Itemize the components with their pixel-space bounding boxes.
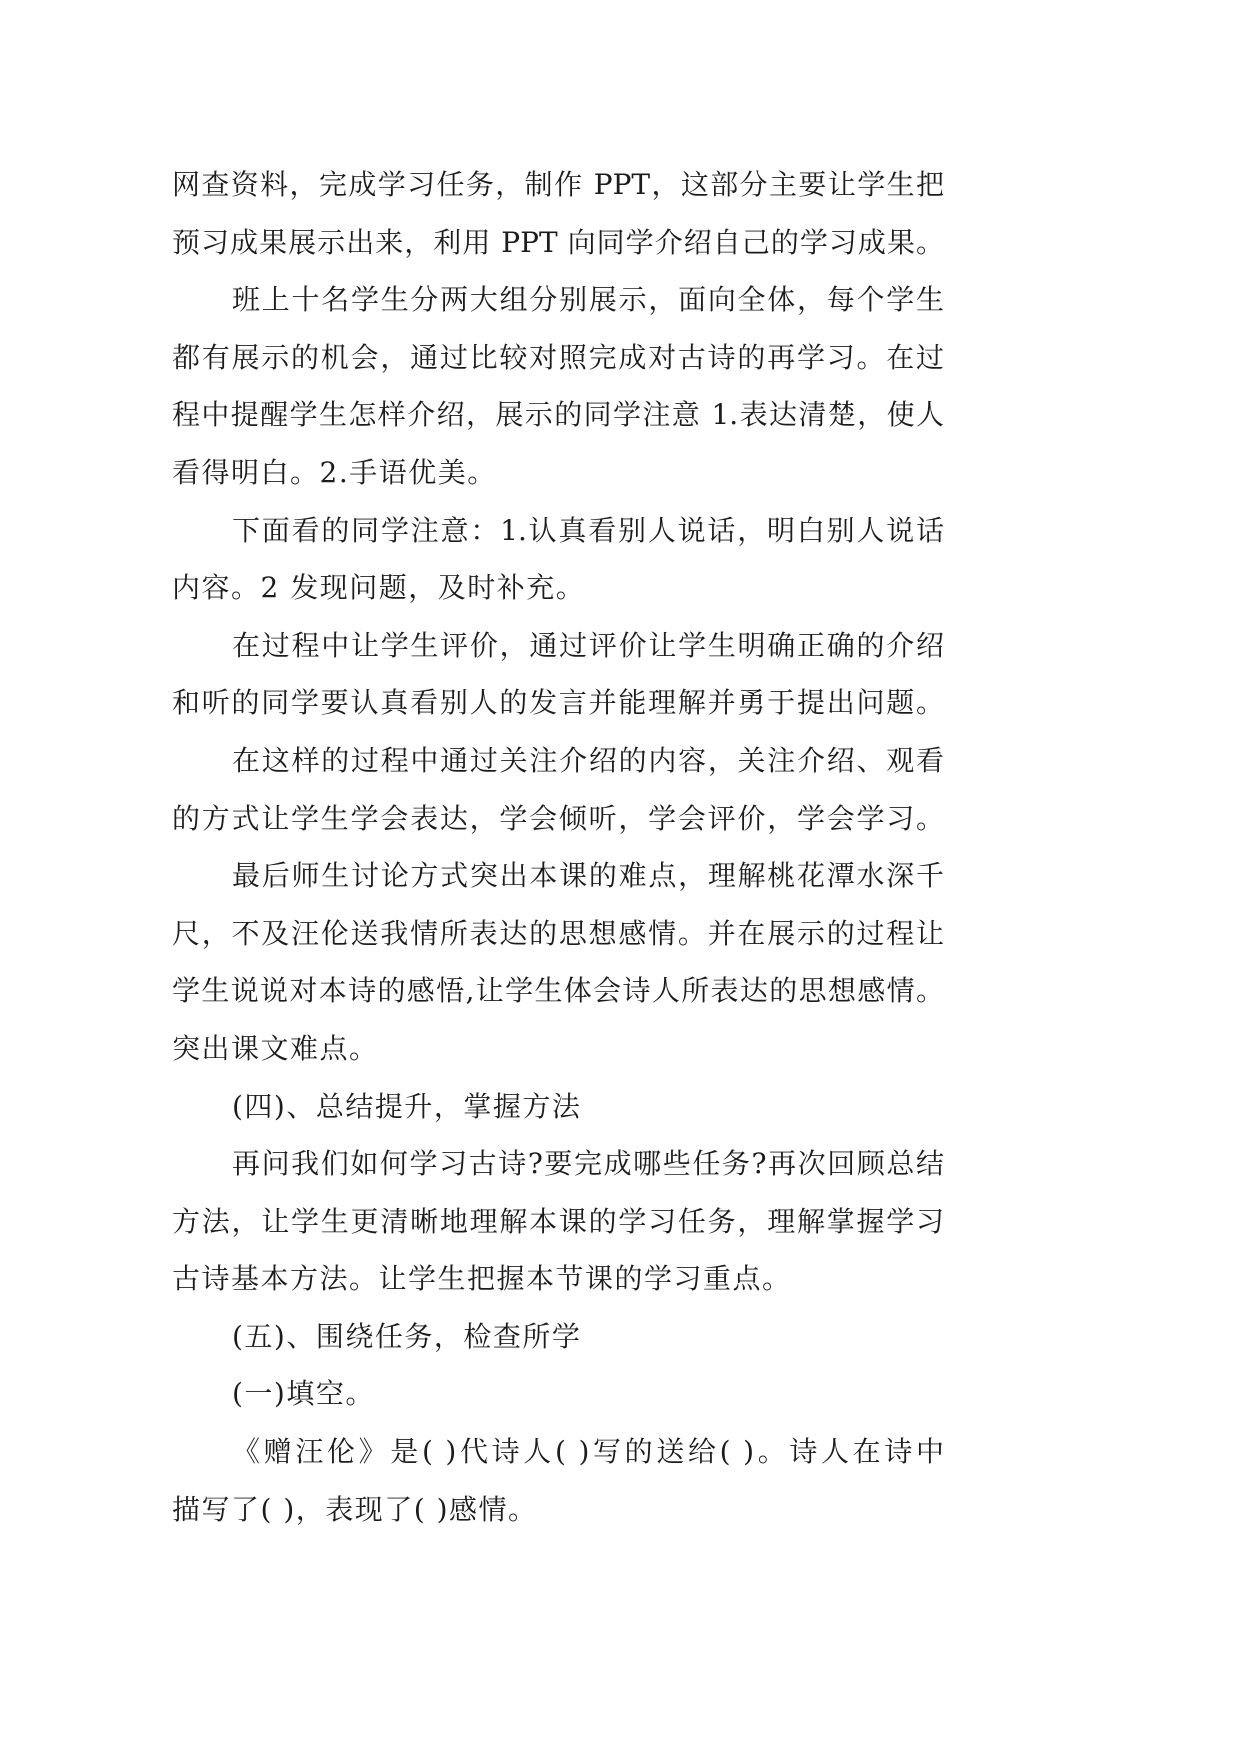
text-line: 程中提醒学生怎样介绍，展示的同学注意 1.表达清楚，使人 (172, 398, 944, 432)
text-line: 预习成果展示出来，利用 PPT 向同学介绍自己的学习成果。 (172, 225, 944, 259)
paragraph (172, 1135, 944, 1308)
text-line: 学生说说对本诗的感悟,让学生体会诗人所表达的思想感情。 (172, 974, 944, 1008)
text-line: 方法，让学生更清晰地理解本课的学习任务，理解掌握学习 (172, 1204, 944, 1238)
subsection-heading (172, 1365, 944, 1423)
fill-in-blank-question (172, 1423, 944, 1538)
text-line: 在过程中让学生评价，通过评价让学生明确正确的介绍 (232, 628, 944, 662)
text-line: 网查资料，完成学习任务，制作 PPT，这部分主要让学生把 (172, 168, 944, 201)
text-line: 《赠汪伦》是( )代诗人( )写的送给( )。诗人在诗中 (232, 1435, 944, 1469)
section-heading (172, 1308, 944, 1366)
text-line: 都有展示的机会，通过比较对照完成对古诗的再学习。在过 (172, 340, 944, 374)
text-line: 最后师生讨论方式突出本课的难点，理解桃花潭水深千 (232, 859, 944, 893)
text-line: 内容。2 发现问题，及时补充。 (172, 571, 586, 605)
document-body (172, 156, 944, 1538)
text-line: 看得明白。2.手语优美。 (172, 455, 497, 489)
text-line: 班上十名学生分两大组分别展示，面向全体，每个学生 (232, 283, 944, 317)
text-line: 描写了( )，表现了( )感情。 (172, 1492, 538, 1526)
section-heading-text: (四)、总结提升，掌握方法 (232, 1089, 582, 1123)
text-line: 的方式让学生学会表达，学会倾听，学会评价，学会学习。 (172, 801, 944, 835)
text-line: 古诗基本方法。让学生把握本节课的学习重点。 (172, 1262, 792, 1296)
section-heading (172, 1078, 944, 1136)
text-line: 再问我们如何学习古诗?要完成哪些任务?再次回顾总结 (232, 1147, 944, 1181)
text-line: 在这样的过程中通过关注介绍的内容，关注介绍、观看 (232, 743, 944, 777)
text-line: 突出课文难点。 (172, 1031, 379, 1065)
text-line: 尺，不及汪伦送我情所表达的思想感情。并在展示的过程让 (172, 916, 944, 950)
section-heading-text: (五)、围绕任务，检查所学 (232, 1319, 582, 1353)
paragraph (172, 617, 944, 732)
paragraph (172, 502, 944, 617)
text-line: 下面看的同学注意：1.认真看别人说话，明白别人说话 (232, 513, 944, 547)
paragraph (172, 732, 944, 847)
paragraph (172, 847, 944, 1077)
paragraph (172, 271, 944, 501)
text-line: 和听的同学要认真看别人的发言并能理解并勇于提出问题。 (172, 686, 944, 720)
subsection-heading-text: (一)填空。 (232, 1377, 375, 1411)
paragraph (172, 156, 944, 271)
